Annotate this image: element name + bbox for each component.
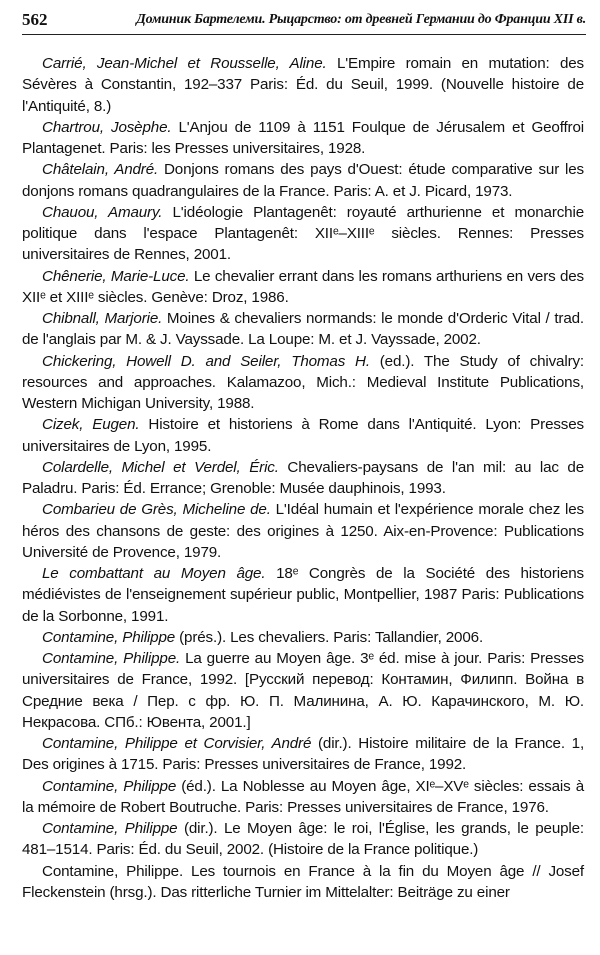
entry-author: Chibnall, Marjorie. xyxy=(42,310,163,327)
entry-author: Chauou, Amaury. xyxy=(42,203,163,221)
entry-author: Chickering, Howell D. and Seiler, Thomas H. xyxy=(42,352,370,370)
entry-text: L'Idéal humain et l'expérience morale chez les héros des chansons de geste: des origines à 1250. Aix-en-Provence: Publications Université de Provence, 1979. xyxy=(22,501,584,561)
bibliography-entry xyxy=(22,861,584,904)
bibliography-entry xyxy=(22,818,584,861)
entry-text: (prés.). Les chevaliers. Paris: Tallandier, 2006. xyxy=(175,628,484,646)
entry-author: Contamine, Philippe. xyxy=(42,650,181,667)
entry-text: Chevaliers-paysans de l'an mil: au lac de Paladru. Paris: Éd. Errance; Grenoble: Musée dauphinois, 1993. xyxy=(22,458,584,497)
page-header xyxy=(22,8,586,35)
entry-text: (éd.). La Noblesse au Moyen âge, XIᵉ–XVᵉ siècles: essais à la mémoire de Robert Boutruche. Paris: Presses universitaires de France, 1976. xyxy=(22,777,584,816)
bibliography-entry xyxy=(22,414,584,457)
bibliography-entry xyxy=(22,351,584,415)
entry-text: L'Empire romain en mutation: des Sévères à Constantin, 192–337 Paris: Éd. du Seuil, 1999. (Nouvelle histoire de l'Antiquité, 8.) xyxy=(22,55,584,115)
bibliography-entry xyxy=(22,202,584,266)
entry-author: Chartrou, Josèphe. xyxy=(42,118,172,136)
bibliography-entry xyxy=(22,648,584,733)
entry-text: (ed.). The Study of chivalry: resources and approaches. Kalamazoo, Mich.: Medieval Institute Publications, Western Michigan University, 1988. xyxy=(22,352,584,412)
entry-text: Donjons romans des pays d'Ouest: étude comparative sur les donjons romans quadrangulaires de la France. Paris: A. et J. Picard, 1973. xyxy=(22,161,584,200)
page-number: 562 xyxy=(22,10,48,29)
bibliography-entry xyxy=(22,266,584,309)
entry-text: (dir.). Le Moyen âge: le roi, l'Église, les grands, le peuple: 481–1514. Paris: Éd. du Seuil, 2002. (Histoire de la France politique.) xyxy=(22,820,585,859)
bibliography-entry xyxy=(22,308,584,351)
bibliography-entry xyxy=(22,627,584,648)
entry-text: L'Anjou de 1109 à 1151 Foulque de Jérusalem et Geoffroi Plantagenet. Paris: les Presses universitaires, 1928. xyxy=(22,118,584,157)
entry-text: Histoire et historiens à Rome dans l'Antiquité. Lyon: Presses universitaires de Lyon, 1995. xyxy=(22,416,584,455)
entry-text: (dir.). Histoire militaire de la France. 1, Des origines à 1715. Paris: Presses universitaires de France, 1992. xyxy=(22,735,585,774)
entry-author: Combarieu de Grès, Micheline de. xyxy=(42,501,271,519)
entry-text: Moines & chevaliers normands: le monde d'Orderic Vital / trad. de l'anglais par M. & J. Vayssade. La Loupe: M. et J. Vayssade, 2002. xyxy=(22,310,584,349)
entry-author: Contamine, Philippe et Corvisier, André xyxy=(42,735,312,752)
entry-author: Carrié, Jean-Michel et Rousselle, Aline. xyxy=(42,55,327,72)
entry-author: Châtelain, André. xyxy=(42,161,159,179)
entry-text: L'idéologie Plantagenêt: royauté arthurienne et monarchie politique dans l'espace Plantagenêt: XIIᵉ–XIIIᵉ siècles. Rennes: Presses universitaires de Rennes, 2001. xyxy=(22,203,585,264)
bibliography-entry xyxy=(22,733,584,776)
entry-text: Contamine, Philippe. Les tournois en France à la fin du Moyen âge // Josef Fleckenstein (hrsg.). Das ritterliche Turnier im Mittelalter: Beiträge zu einer xyxy=(22,862,584,901)
entry-text: 18ᵉ Congrès de la Société des historiens médiévistes de l'enseignement supérieur public, Montpellier, 1987 Paris: Publications de la Sorbonne, 1991. xyxy=(22,565,585,625)
bibliography-entry xyxy=(22,776,584,819)
entry-author: Contamine, Philippe xyxy=(42,628,176,646)
bibliography-entry xyxy=(22,563,584,627)
bibliography-entry xyxy=(22,499,584,563)
bibliography-entry xyxy=(22,457,584,500)
entry-author: Colardelle, Michel et Verdel, Éric. xyxy=(42,458,279,476)
entry-author: Contamine, Philippe xyxy=(42,777,177,795)
bibliography-list xyxy=(22,53,584,903)
entry-text: Le chevalier errant dans les romans arthuriens en vers des XIIᵉ et XIIIᵉ siècles. Genève: Droz, 1986. xyxy=(22,267,584,306)
bibliography-entry xyxy=(22,117,584,160)
entry-author: Contamine, Philippe xyxy=(42,820,178,837)
entry-author: Le combattant au Moyen âge. xyxy=(42,565,266,582)
running-title: Доминик Бартелеми. Рыцарство: от древней Германии до Франции XII в. xyxy=(136,12,586,27)
bibliography-entry xyxy=(22,53,584,117)
entry-author: Chênerie, Marie-Luce. xyxy=(42,267,190,285)
entry-text: La guerre au Moyen âge. 3ᵉ éd. mise à jour. Paris: Presses universitaires de France, 1992. [Русский перевод: Контамин, Филипп. Война в Средние века / Пер. с фр. Ю. П. Малинина, А. Ю. Карачинского, М. Ю. Некрасова. СПб.: Ювента, 2001.] xyxy=(22,650,584,731)
entry-author: Cizek, Eugen. xyxy=(42,416,140,434)
bibliography-entry xyxy=(22,159,584,202)
